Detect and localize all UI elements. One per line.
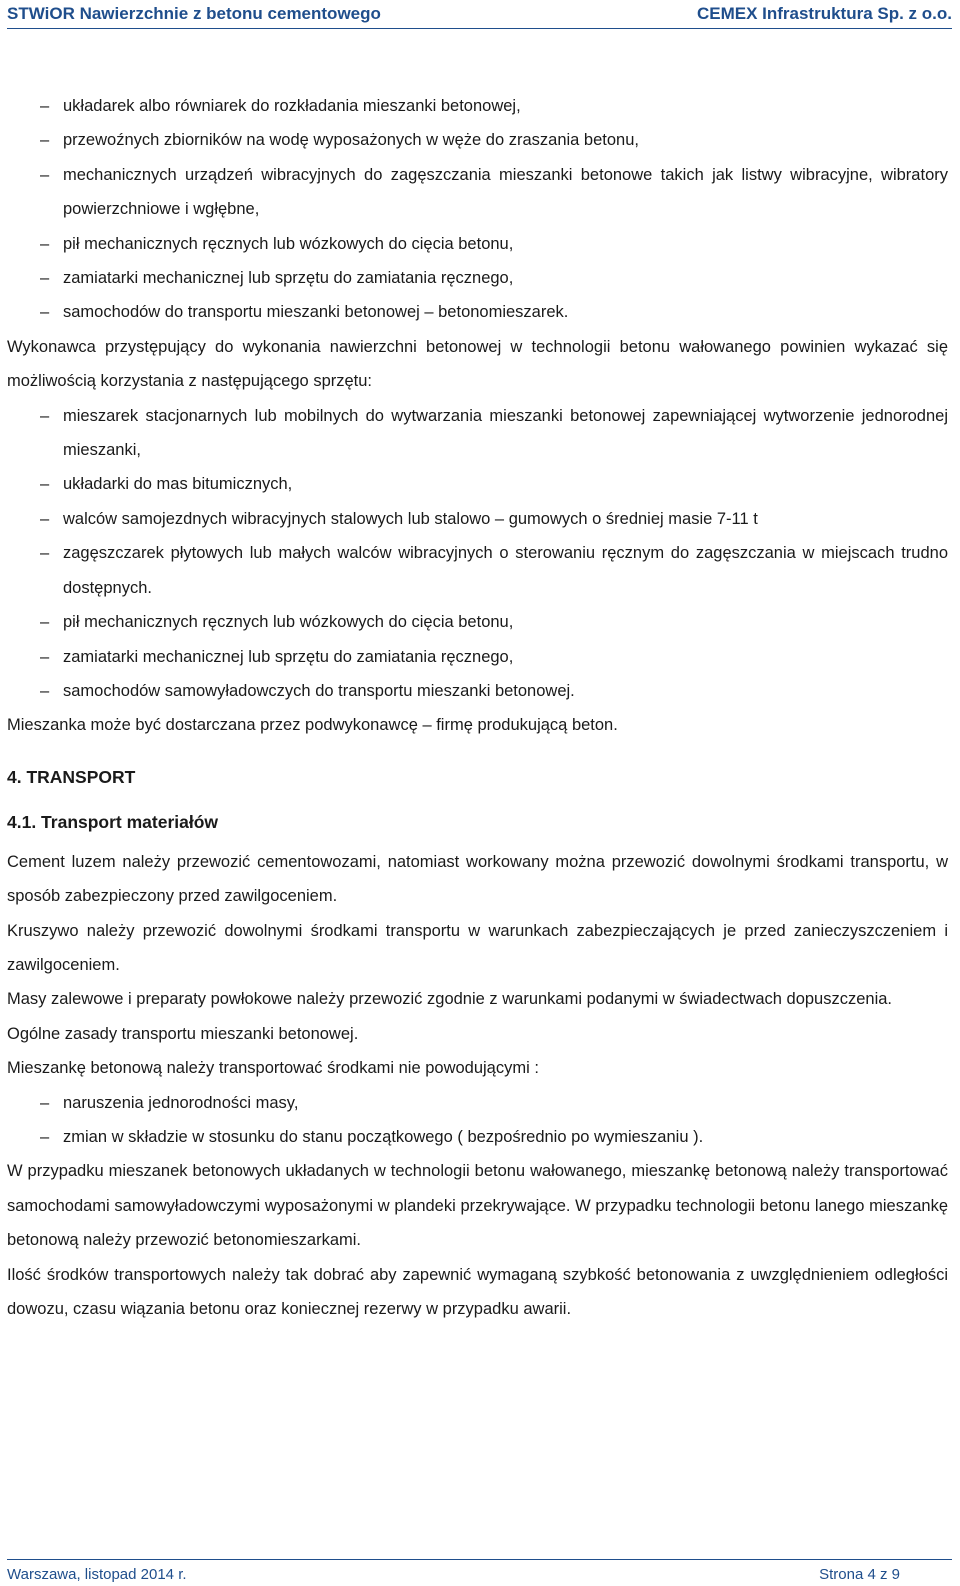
spacer — [7, 743, 948, 755]
list-item: – zagęszczarek płytowych lub małych walców wibracyjnych o sterowaniu ręcznym do zagęszczania w miejscach trudno dostępnych. — [7, 536, 948, 605]
paragraph-rcc-equipment: Wykonawca przystępujący do wykonania nawierzchni betonowej w technologii betonu wałowanego powinien wykazać się możliwością korzystania z następującego sprzętu: — [7, 337, 948, 391]
dash-bullet: – — [40, 406, 50, 425]
list-item: – pił mechanicznych ręcznych lub wózkowych do cięcia betonu, — [7, 605, 948, 639]
document-body — [7, 89, 948, 1326]
list-item: – zamiatarki mechanicznej lub sprzętu do zamiatania ręcznego, — [7, 640, 948, 674]
list-item: – mieszarek stacjonarnych lub mobilnych do wytwarzania mieszanki betonowej zapewniającej wytworzenie jednorodnej mieszanki, — [7, 399, 948, 468]
list-item: – mechanicznych urządzeń wibracyjnych do zagęszczania mieszanki betonowe takich jak listwy wibracyjne, wibratory powierzchniowe i wgłębne, — [7, 158, 948, 227]
list-item: – samochodów samowyładowczych do transportu mieszanki betonowej. — [7, 674, 948, 708]
section-heading: 4. TRANSPORT — [7, 766, 136, 787]
list-item: – naruszenia jednorodności masy, — [7, 1086, 948, 1120]
equipment-list-rcc — [7, 399, 948, 709]
paragraph: Ilość środków transportowych należy tak dobrać aby zapewnić wymaganą szybkość betonowania z uwzględnieniem odległości dowozu, czasu wiązania betonu oraz koniecznej rezerwy w przypadku awarii. — [7, 1265, 948, 1318]
paragraph: Ogólne zasady transportu mieszanki betonowej. — [7, 1024, 359, 1043]
dash-bullet: – — [40, 1093, 50, 1112]
list-item: – zamiatarki mechanicznej lub sprzętu do zamiatania ręcznego, — [7, 261, 948, 295]
paragraph: Masy zalewowe i preparaty powłokowe należy przewozić zgodnie z warunkami podanymi w świadectwach dopuszczenia. — [7, 990, 893, 1009]
paragraph-subcontractor: Mieszanka może być dostarczana przez podwykonawcę – firmę produkującą beton. — [7, 716, 618, 735]
dash-bullet: – — [40, 303, 50, 322]
header-title: STWiOR Nawierzchnie z betonu cementowego — [7, 4, 381, 23]
dash-bullet: – — [40, 1127, 50, 1146]
dash-bullet: – — [40, 97, 50, 115]
dash-bullet: – — [40, 681, 50, 700]
dash-bullet: – — [40, 509, 50, 528]
page-number: Strona 4 z 9 — [819, 1566, 900, 1583]
paragraph: Mieszankę betonową należy transportować środkami nie powodującymi : — [7, 1059, 539, 1078]
header-company: CEMEX Infrastruktura Sp. z o.o. — [696, 4, 952, 23]
paragraph: Cement luzem należy przewozić cementowozami, natomiast workowany można przewozić dowolnymi środkami transportu, w sposób zabezpieczony przed zawilgoceniem. — [7, 852, 948, 906]
paragraph: W przypadku mieszanek betonowych układanych w technologii betonu wałowanego, mieszankę betonową należy transportować samochodami samowyładowczymi wyposażonymi w plandeki przekrywające. W przypadku technologii betonu lanego mieszankę betonową należy przewozić betonomieszarkami. — [7, 1162, 948, 1250]
dash-bullet: – — [40, 475, 50, 494]
list-item: – układarki do mas bitumicznych, — [7, 467, 948, 501]
dash-bullet: – — [40, 269, 50, 288]
dash-bullet: – — [40, 647, 50, 666]
paragraph: Kruszywo należy przewozić dowolnymi środkami transportu w warunkach zabezpieczających je przed zanieczyszczeniem i zawilgoceniem. — [7, 921, 948, 974]
list-item: – układarek albo równiarek do rozkładania mieszanki betonowej, — [7, 89, 948, 123]
list-item: – przewoźnych zbiorników na wodę wyposażonych w węże do zraszania betonu, — [7, 123, 948, 157]
dash-bullet: – — [40, 131, 50, 150]
equipment-list-concrete — [7, 89, 948, 330]
dash-bullet: – — [40, 165, 50, 184]
list-item: – samochodów do transportu mieszanki betonowej – betonomieszarek. — [7, 295, 948, 329]
transport-conditions-list — [7, 1086, 948, 1155]
dash-bullet: – — [40, 613, 50, 632]
list-item: – walców samojezdnych wibracyjnych stalowych lub stalowo – gumowych o średniej masie 7-11 t — [7, 502, 948, 536]
subsection-heading: 4.1. Transport materiałów — [7, 811, 219, 832]
list-item: – pił mechanicznych ręcznych lub wózkowych do cięcia betonu, — [7, 227, 948, 261]
dash-bullet: – — [40, 234, 50, 253]
dash-bullet: – — [40, 544, 50, 563]
footer-date: Warszawa, listopad 2014 r. — [7, 1566, 187, 1583]
header-divider — [7, 28, 952, 29]
footer-divider — [7, 1559, 952, 1560]
list-item: – zmian w składzie w stosunku do stanu początkowego ( bezpośrednio po wymieszaniu ). — [7, 1120, 948, 1154]
